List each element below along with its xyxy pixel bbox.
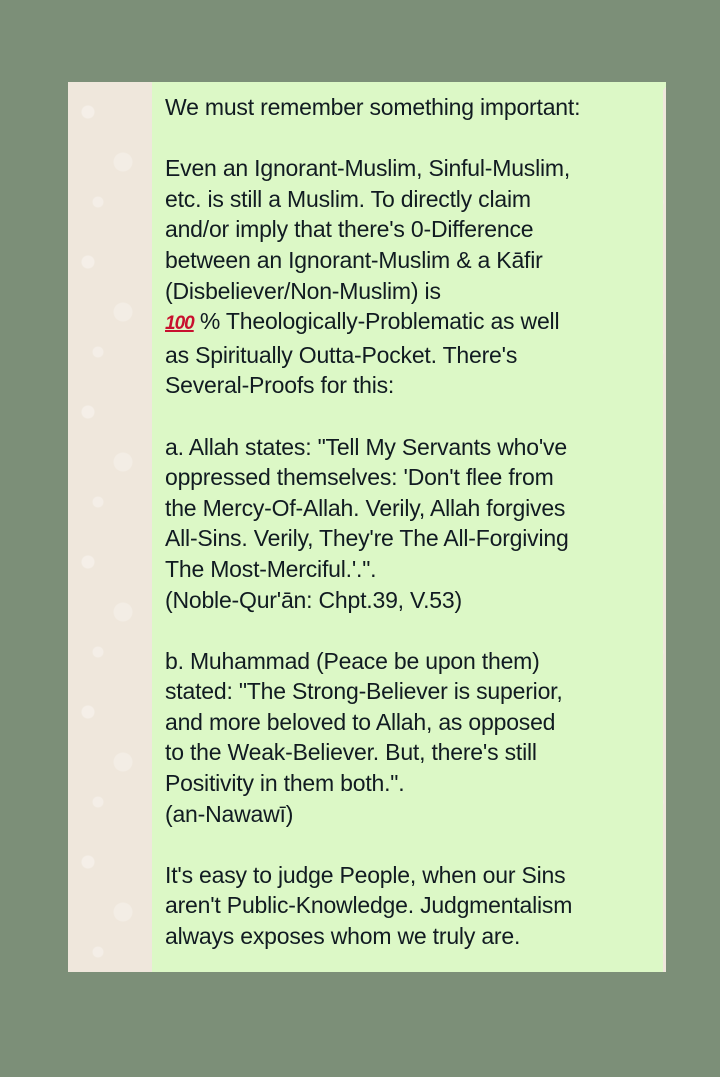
paragraph-gap [165, 123, 647, 154]
hundred-points-emoji-icon: 100 [165, 313, 194, 335]
message-intro: We must remember something important: [165, 94, 581, 120]
message-closing: It's easy to judge People, when our Sins aren't Public-Knowledge. Judgmentalism always exposes whom we truly are. [165, 861, 573, 950]
paragraph-gap [165, 401, 647, 432]
chat-panel [68, 82, 666, 972]
message-point-a: a. Allah states: "Tell My Servants who've oppressed themselves: 'Don't flee from the Mercy-Of-Allah. Verily, Allah forgives All-Sins. Verily, They're The All-Forgiving The Most-Merciful.'.". (Noble-Qur'ān: Chpt.39, V.53) [165, 433, 569, 613]
paragraph-gap [165, 829, 647, 860]
message-point-b: b. Muhammad (Peace be upon them) stated: "The Strong-Believer is superior, and more beloved to Allah, as opposed to the Weak-Believer. But, there's still Positivity in them both.". (an-Nawawī) [165, 647, 563, 827]
paragraph-1-continued: % Theologically-Problematic as well as Spiritually Outta-Pocket. There's Several-Proofs for this: [165, 308, 560, 399]
bubble-tail [660, 82, 666, 94]
message-paragraph-1 [165, 153, 647, 401]
paragraph-1-text: Even an Ignorant-Muslim, Sinful-Muslim, etc. is still a Muslim. To directly claim and/or imply that there's 0-Difference between an Ignorant-Muslim & a Kāfir (Disbeliever/Non-Muslim) is [165, 155, 571, 304]
paragraph-gap [165, 615, 647, 646]
message-bubble[interactable] [152, 82, 663, 972]
